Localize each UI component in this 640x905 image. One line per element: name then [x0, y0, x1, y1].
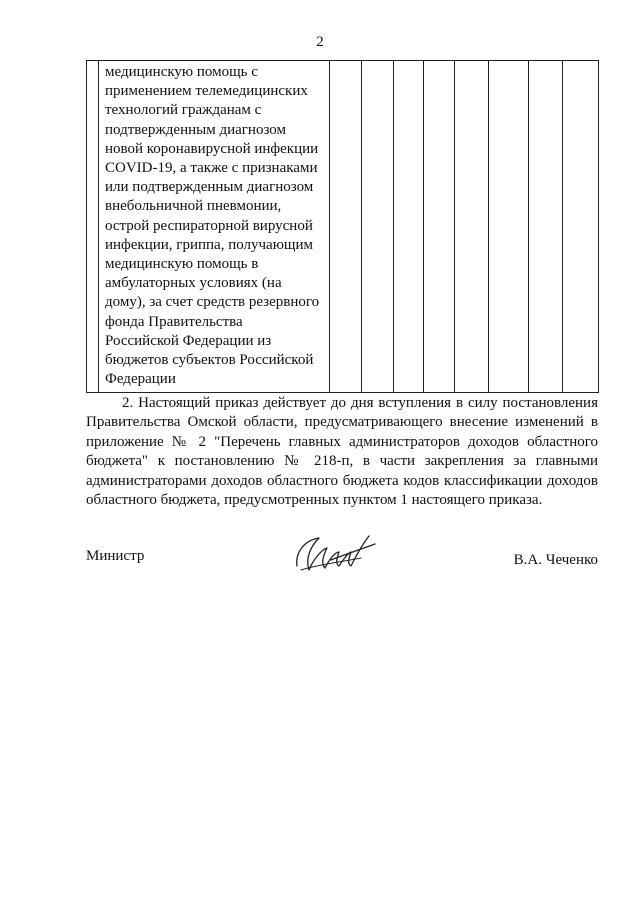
description-line: или подтвержденным диагнозом	[105, 179, 314, 196]
description-line: бюджетов субъектов Российской	[105, 352, 314, 369]
description-line: новой коронавирусной инфекции	[105, 140, 319, 157]
description-line: технологий гражданам с	[105, 102, 262, 119]
table-cell-empty	[529, 61, 563, 393]
description-line: внебольничной пневмонии,	[105, 198, 282, 215]
description-line: медицинскую помощь с	[105, 64, 258, 80]
description-line: фонда Правительства	[105, 313, 243, 330]
table-cell-empty	[424, 61, 455, 393]
description-line: Российской Федерации из	[105, 332, 272, 349]
table-cell-empty	[394, 61, 424, 393]
table-cell-empty	[455, 61, 489, 393]
table-cell-number	[87, 61, 99, 393]
table-cell-empty	[362, 61, 394, 393]
page-number: 2	[316, 34, 324, 50]
order-paragraph-2: 2. Настоящий приказ действует до дня вступления в силу постановления Правительства Омской области, предусматривающего внесение изменений в приложение № 2 "Перечень главных администраторов доходов областного бюджета" к постановлению № 218-п, в части закрепления за главными администраторами доходов областного бюджета кодов классификации доходов областного бюджета, предусмотренных пунктом 1 настоящего приказа.	[86, 395, 598, 509]
table-cell-description	[99, 61, 330, 393]
signer-title: Министр	[86, 548, 145, 564]
description-line: Федерации	[105, 371, 176, 388]
table-row	[87, 61, 599, 393]
signer-name: В.А. Чеченко	[513, 552, 598, 568]
table-cell-empty	[563, 61, 599, 393]
description-line: инфекции, гриппа, получающим	[105, 236, 313, 253]
description-line: применением телемедицинских	[105, 83, 308, 100]
description-line: дому), за счет средств резервного	[105, 294, 320, 311]
description-line: амбулаторных условиях (на	[105, 275, 282, 292]
continuation-table	[86, 60, 599, 393]
description-line: подтвержденным диагнозом	[105, 121, 287, 138]
description-line: COVID-19, а также с признаками	[105, 160, 318, 177]
table-cell-empty	[489, 61, 529, 393]
description-line: острой респираторной вирусной	[105, 217, 313, 234]
description-line: медицинскую помощь в	[105, 256, 259, 273]
signature-block	[86, 540, 598, 580]
table-cell-empty	[330, 61, 362, 393]
handwritten-signature	[291, 530, 381, 580]
